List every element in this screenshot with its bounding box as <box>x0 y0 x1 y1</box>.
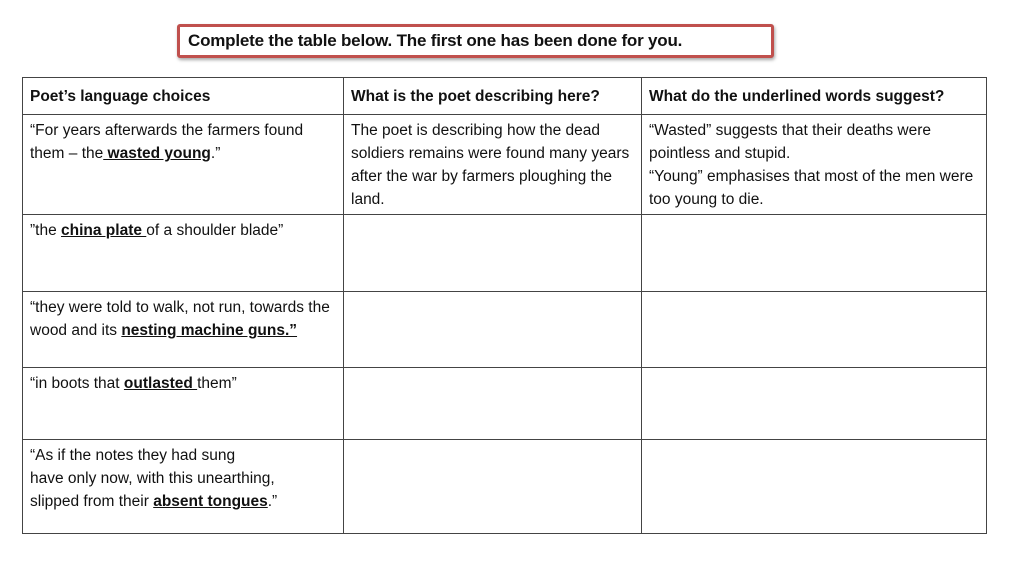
quote-cell <box>23 292 344 368</box>
quote-line: have only now, with this unearthing, <box>30 470 275 487</box>
quote-cell <box>23 215 344 292</box>
header-underlined-words-suggest: What do the underlined words suggest? <box>642 78 987 115</box>
table-row <box>23 115 987 215</box>
quote-cell <box>23 115 344 215</box>
language-analysis-table <box>22 77 987 534</box>
quote-cell <box>23 368 344 440</box>
header-poets-language-choices: Poet’s language choices <box>23 78 344 115</box>
table-row <box>23 440 987 534</box>
underlined-words: china plate <box>61 222 147 239</box>
quote-text: “in boots that <box>30 375 124 392</box>
description-cell[interactable] <box>344 440 642 534</box>
description-cell[interactable] <box>344 292 642 368</box>
description-cell[interactable] <box>344 368 642 440</box>
underlined-words: outlasted <box>123 375 198 392</box>
suggestion-cell[interactable] <box>642 292 987 368</box>
header-poet-describing: What is the poet describing here? <box>344 78 642 115</box>
quote-text: “For years afterwards the farmers found them – the <box>30 122 304 162</box>
instruction-text: Complete the table below. The first one has been done for you. <box>188 31 683 50</box>
quote-cell <box>23 440 344 534</box>
table-header-row <box>23 78 987 115</box>
table-row <box>23 215 987 292</box>
underlined-words: absent tongues <box>153 493 268 510</box>
quote-text-end: .” <box>210 145 221 162</box>
underlined-words: wasted young <box>103 145 211 162</box>
instruction-box <box>177 24 774 58</box>
table-row <box>23 368 987 440</box>
quote-text: ”the <box>30 222 62 239</box>
quote-text-end: of a shoulder blade” <box>146 222 284 239</box>
underlined-words: nesting machine guns.” <box>121 322 298 339</box>
quote-text-end: them” <box>197 375 237 392</box>
suggestion-cell[interactable] <box>642 115 987 215</box>
suggestion-line: “Wasted” suggests that their deaths were pointless and stupid. <box>649 122 936 162</box>
description-text: The poet is describing how the dead soldiers remains were found many years after the war by farmers ploughing the land. <box>351 122 630 208</box>
quote-text: “they were told to walk, not run, towards the wood and its <box>30 299 330 339</box>
suggestion-cell[interactable] <box>642 368 987 440</box>
description-cell[interactable] <box>344 215 642 292</box>
table-row <box>23 292 987 368</box>
quote-line: “As if the notes they had sung <box>30 447 236 464</box>
description-cell[interactable] <box>344 115 642 215</box>
suggestion-line: “Young” emphasises that most of the men were too young to die. <box>649 168 978 208</box>
suggestion-cell[interactable] <box>642 215 987 292</box>
quote-text-end: .” <box>267 493 278 510</box>
quote-text: slipped from their <box>30 493 154 510</box>
suggestion-cell[interactable] <box>642 440 987 534</box>
